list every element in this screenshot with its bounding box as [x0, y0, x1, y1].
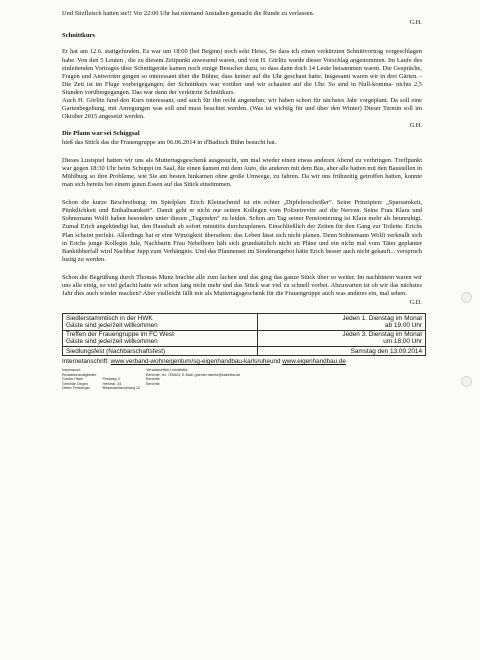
impressum-line: Berichte, tel. 753624, E-Mail: guenter.haerle@kabelbw.de: [146, 372, 241, 377]
schnittkurs-paragraph: Auch H. Görlitz fand den Kurs interessant, und auch für ihn recht angenehm; wir haben schon für nächstes Jahr vorgeplant. Da soll eine Gartenbegehung, mit Anregungen was soll und muss beachtet werden. (Was ist wichtig für und über den Winter) Dieser Termin soll im Oktober 2015 angesetzt werden.: [62, 97, 422, 121]
newsletter-content: [62, 10, 422, 390]
table-row: [63, 330, 426, 346]
impressum-line: Verantwortlich i.Inhaltsfür:: [146, 368, 189, 373]
internet-label: Internetanschrift:: [62, 358, 109, 366]
impressum-line: Berichte: [146, 381, 160, 386]
event-time-cell: [258, 330, 426, 346]
table-row: [63, 314, 426, 330]
impressum-line: Dieter Freiberger: [62, 385, 90, 390]
impressum-line: Berichte: [146, 377, 160, 382]
pfann-subtitle: hieß das Stück das die Frauengruppe am 06.06.2014 in d'Badisch Bühn besucht hat.: [62, 138, 277, 146]
event-schedule: Samstag den 13.09.2014: [350, 347, 422, 355]
pfann-paragraph: Schon die Begrüßung durch Thomas Munz brachte alle zum lachen und das ging das ganze Stück über so weiter. Im nachhinein waren wir uns alle einig, so viel gelacht hatte wir schon lang nicht mehr und das Stück war viel zu schnell vorbei. Abzuwarten ist ob wir das nächstes Jahr dies auch wieder machen? Aber vielleicht fällt mir als Muttertagsgeschenk für die Frauengruppe auch was anderes ein, mal sehen.: [62, 273, 422, 298]
schnittkurs-paragraph: Er hat am 12.6. stattgefunden. Es war um 18:00 (bei Beginn) noch sehr Heiss, So dass ich einen verkürzten Schnittvortrag vorgeschlagen habe. Von den 5 Leuten , die zu diesem Zeitpunkt anwesend waren, und von H. Görlitz wurde dieser Vorschlag angenommen. Im Laufe des einleitenden Vortrages über Schnittgeräte kamen noch einige Besucher dazu, so dass dann doch 14 Leute beisammen waren. Die Gespräche, Fragen und Antworten gingen so interessant über die Bühne, dass keiner auf die Uhr geschaut hatte. Insgesamt waren wir in drei Gärten. - Die Zeit ist im Fluge vorbeigegangen; der Schnittkurs war vorüber und wir schauten auf die Uhr. So sind in Null-komma- nichts 2,5 Stunden vorübergegangen. Das war dann der verkürzte Schnittkurs.: [62, 48, 422, 96]
section-title-schnittkurs: Schnittkurs: [62, 32, 95, 40]
event-title: Siedlerstammtisch in der HWK: [66, 314, 153, 322]
pfann-signature: G.D.: [409, 299, 422, 307]
impressum-line: Hertzstr. 34: [102, 381, 122, 386]
impressum-col-names: [62, 368, 96, 390]
event-time: ab 19.00 Uhr: [385, 322, 422, 330]
event-title: Siedlungsfest (Nachbarschaftsfest): [66, 347, 166, 355]
event-note: Gäste sind jederzeit willkommen: [66, 322, 158, 330]
event-time-cell: [258, 347, 426, 356]
impressum-col-responsibility: [146, 368, 240, 390]
punch-hole: [461, 292, 472, 303]
pfann-paragraph: Schon die kurze Beschreibung: im Spielplan: Erich Kleinschmid ist ein echter „Dipfelesscheißer“. Seine Prinzipien: „Sparsamkeit, Pünktlichkeit und Enthaltsamkeit“. Damit geht er nicht nur seinen Kollegen vom Polizeirevier auf die Nerven. Seine Frau Klara und Sohnemann Wolfi haben besonders unter diesen „Tugenden“ zu leiden. Schon am Tag seiner Pensionierung ist Klara mehr als beunruhigt. Zumal Erich angekündigt hat, den Haushalt ab sofort minutiös durchzuplanen. Einschließlich der Zeiten für den Gang zur Toilette. Erichs Plan scheint perfekt. Allerdings hat er eine Winzigkeit übersehen: das Leben lässt sich nicht planen. Denn Sohnemann Wolfi verknallt sich in Erichs junge Kollegin Jule, Nachbarin Frau Nebelhorn hält sich grundsätzlich nicht an Pläne und ein nicht mal vom Täter geplanter Bankübberfall wird Nachbar Jupp zum Verhängnis. Und das Pfannenset im Sonderangebot hätte Erich besser auch nicht gekauft... verspruch lustig zu werden.: [62, 199, 422, 263]
event-time-cell: [258, 314, 426, 330]
impressum-col-addresses: [102, 368, 140, 390]
impressum-line: Impressum:: [62, 368, 82, 373]
schnittkurs-signature: G.H.: [409, 122, 422, 130]
website-link-verband[interactable]: www.verband-wohneigentum/sg-eigenhandbau-karlsruhe: [110, 358, 270, 366]
pfann-paragraph: Dieses Lustspiel hatten wir uns als Muttertagsgeschenk ausgesucht, um mal wieder einen etwas anderen Abend zu verbringen. Treffpunkt war gegen 18:30 Uhr beim Schuppi im Saal, die einen kamen mit dem Auto, die anderen mit dem Bus, aber alle hatten mit den Baustellen in Mühlburg so ihre Probleme, wie Sie am besten hinkamen ohne große Umwege, zu fahren. Da wir uns frühzeitig getroffen hatten, konnte man sich bereits bei einem guten Essen auf das Stück einstimmen.: [62, 156, 422, 189]
event-schedule: Jeden 3. Dienstag im Monat: [342, 331, 422, 339]
impressum-line: Binsenschlauchweg 12: [102, 385, 141, 390]
event-title: Treffen der Frauengruppe im FC West: [66, 331, 174, 339]
impressum-line: Postweg 3: [102, 377, 120, 382]
impressum-line: Gerlinde Degen: [62, 381, 88, 386]
link-connector: und: [269, 358, 281, 366]
section-title-pfann: Die Pfann war sei Schiggsal: [62, 130, 140, 138]
event-time: um 18.00 Uhr: [383, 338, 422, 346]
event-note: Gäste sind jederzeit willkommen: [66, 338, 158, 346]
table-row: [63, 347, 426, 356]
website-link-eigenhandbau[interactable]: www.eigenhandbau.de: [282, 358, 346, 366]
event-name-cell: [63, 347, 258, 356]
intro-text: Und Sitzfleisch hatten sie!! Vor 22:00 Uhr hat niemand Anstalten gemacht die Runde zu verlassen.: [62, 10, 315, 17]
punch-hole: [461, 376, 472, 387]
intro-signature: G.H.: [409, 19, 422, 27]
internet-address-line: [62, 358, 422, 366]
impressum-line: Redaktionsmitglieder: [62, 372, 97, 377]
event-name-cell: [63, 330, 258, 346]
impressum-line: Günter Härle: [62, 377, 84, 382]
impressum: [62, 368, 422, 390]
events-table: [62, 313, 426, 356]
event-schedule: Jeden 1. Dienstag im Monat: [342, 314, 422, 322]
event-name-cell: [63, 314, 258, 330]
